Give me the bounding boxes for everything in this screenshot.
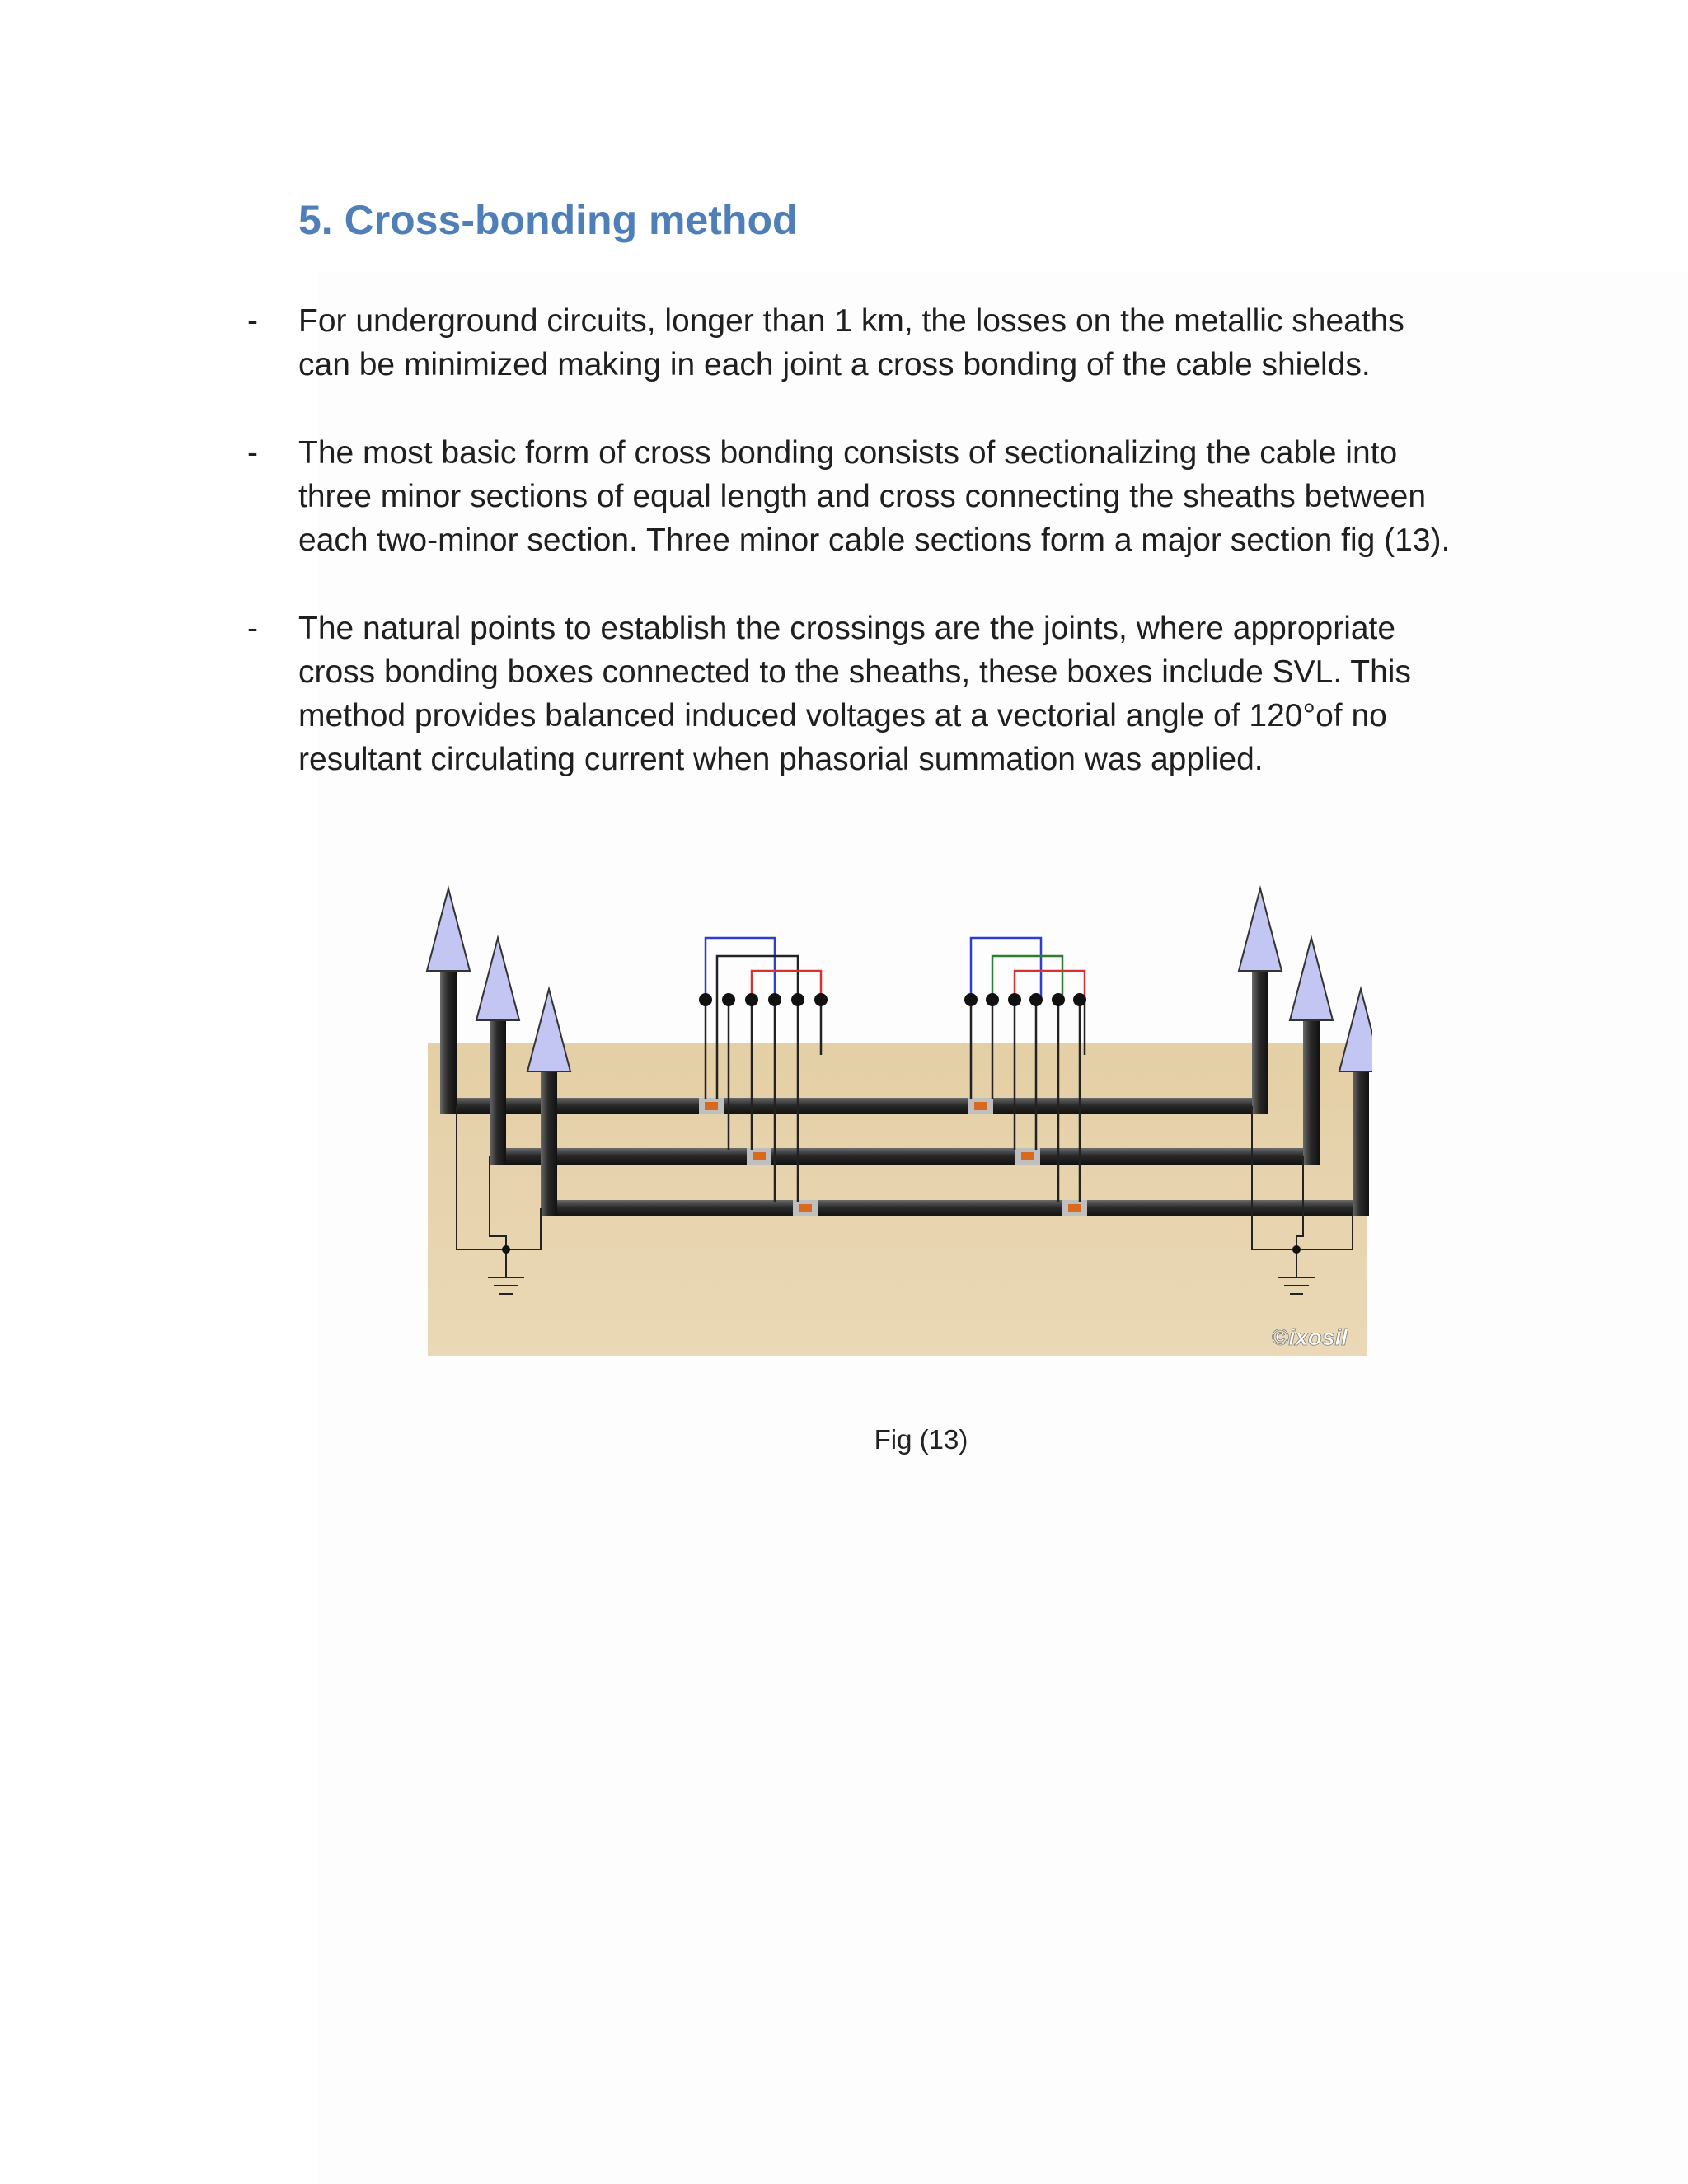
bullet-text (298, 431, 1584, 562)
earth-node-left (502, 1245, 510, 1254)
joint-a1 (699, 1098, 724, 1114)
joint-a2 (968, 1098, 993, 1114)
bullet-line: three minor sections of equal length and cross connecting the sheaths between (298, 479, 1427, 514)
bullet-line: cross bonding boxes connected to the sheaths, these boxes include SVL. This (298, 654, 1411, 690)
termination-a-left (427, 888, 470, 971)
joint-c1 (793, 1200, 818, 1216)
bullet-text (298, 607, 1584, 781)
bullet-line: For underground circuits, longer than 1 km, the losses on the metallic sheaths (298, 303, 1404, 339)
termination-b-left (476, 938, 519, 1020)
cable-c-riser-right (1353, 1065, 1369, 1216)
termination-a-right (1239, 888, 1282, 971)
cable-b-horizontal (490, 1148, 1320, 1165)
earth-node-right (1292, 1245, 1301, 1254)
section-title: 5. Cross-bonding method (298, 197, 798, 243)
cable-b-riser-left (490, 1014, 506, 1165)
bullet-line: each two-minor section. Three minor cable sections form a major section fig (13). (298, 523, 1451, 558)
bullet-line: The most basic form of cross bonding consists of sectionalizing the cable into (298, 435, 1398, 471)
bullet-marker: - (247, 435, 258, 471)
soil-area (428, 1043, 1367, 1356)
bullet-line: method provides balanced induced voltages at a vectorial angle of 120°of no (298, 698, 1387, 733)
bullet-line: resultant circulating current when phasorial summation was applied. (298, 742, 1264, 777)
figure-caption: Fig (13) (874, 1424, 968, 1455)
joint-b2 (1015, 1148, 1040, 1165)
svl-terminals (699, 993, 1086, 1006)
cable-c-horizontal (541, 1200, 1369, 1216)
termination-b-right (1290, 938, 1333, 1020)
cable-b-riser-right (1303, 1014, 1320, 1165)
joint-c2 (1062, 1200, 1087, 1216)
cable-a-riser-left (440, 964, 457, 1114)
termination-c-right (1339, 989, 1372, 1071)
bullet-marker: - (247, 303, 258, 339)
diagram-svg (420, 874, 1372, 1360)
cross-bonding-diagram (420, 874, 1372, 1360)
bullet-text (298, 299, 1584, 387)
cable-c-riser-left (541, 1065, 557, 1216)
cable-a-horizontal (440, 1098, 1268, 1114)
figure-watermark: ©ixosil (1271, 1324, 1348, 1350)
joint-b1 (747, 1148, 771, 1165)
termination-c-left (528, 989, 570, 1071)
cable-a-riser-right (1252, 964, 1268, 1114)
cross-bond-box-1 (706, 938, 821, 1055)
bullet-line: The natural points to establish the crossings are the joints, where appropriate (298, 611, 1396, 646)
bullet-line: can be minimized making in each joint a cross bonding of the cable shields. (298, 347, 1371, 382)
bullet-marker: - (247, 611, 258, 646)
